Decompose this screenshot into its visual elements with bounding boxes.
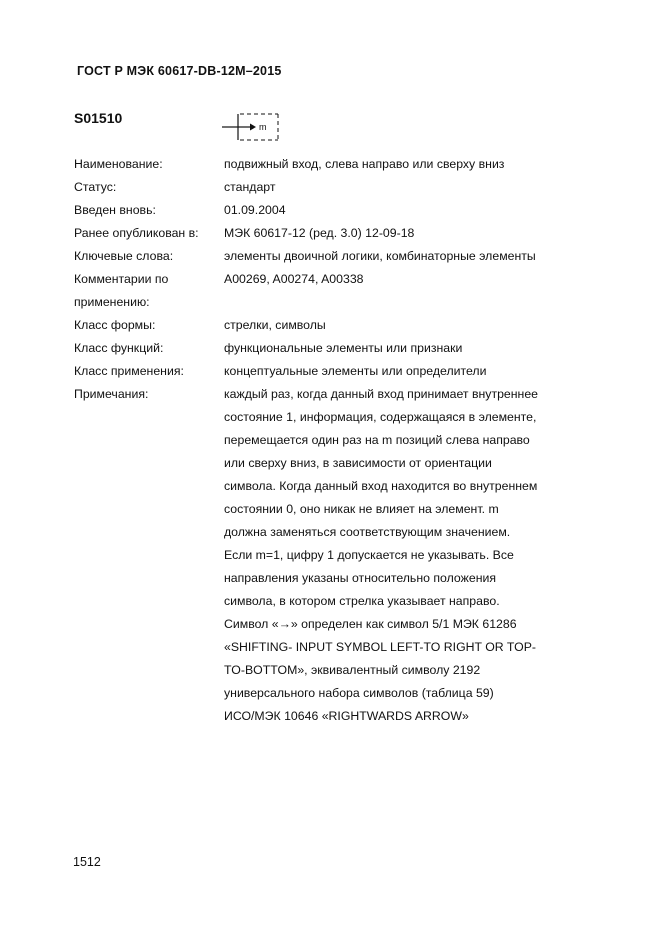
symbol-code: S01510 bbox=[74, 110, 123, 126]
note-line: символа, в котором стрелка указывает направо. bbox=[224, 594, 500, 608]
note-line: направления указаны относительно положения bbox=[224, 571, 497, 585]
note-line: каждый раз, когда данный вход принимает внутреннее bbox=[224, 387, 539, 401]
note-line: состояние 1, информация, содержащаяся в элементе, bbox=[224, 410, 537, 424]
note-line: «SHIFTING- INPUT SYMBOL LEFT-TO RIGHT OR TOP- bbox=[224, 640, 537, 654]
field-row-shape-class bbox=[74, 314, 574, 337]
field-value: стандарт bbox=[224, 180, 276, 194]
field-value: стрелки, символы bbox=[224, 318, 326, 332]
field-value: 01.09.2004 bbox=[224, 203, 286, 217]
field-label: Класс применения: bbox=[74, 364, 184, 378]
page-number: 1512 bbox=[73, 855, 101, 869]
field-row-previously-published bbox=[74, 222, 574, 245]
field-value: A00269, A00274, A00338 bbox=[224, 272, 364, 286]
field-value: элементы двоичной логики, комбинаторные элементы bbox=[224, 249, 536, 263]
symbol-m-label: m bbox=[259, 122, 267, 132]
field-label: Примечания: bbox=[74, 387, 149, 401]
field-label: Введен вновь: bbox=[74, 203, 156, 217]
field-value: концептуальные элементы или определители bbox=[224, 364, 487, 378]
field-row-function-class bbox=[74, 337, 574, 360]
note-line: TO-BOTTOM», эквивалентный символу 2192 bbox=[224, 663, 481, 677]
field-value: функциональные элементы или признаки bbox=[224, 341, 463, 355]
symbol-arrow-head bbox=[250, 124, 256, 131]
note-line: универсального набора символов (таблица 59) bbox=[224, 686, 494, 700]
field-row-status bbox=[74, 176, 574, 199]
field-label: Ключевые слова: bbox=[74, 249, 174, 263]
note-line: Если m=1, цифру 1 допускается не указывать. Все bbox=[224, 548, 514, 562]
field-list bbox=[74, 153, 574, 728]
field-row-keywords bbox=[74, 245, 574, 268]
field-label: Комментарии по применению: bbox=[74, 272, 169, 309]
document-header: ГОСТ Р МЭК 60617-DB-12M–2015 bbox=[77, 64, 282, 78]
field-row-application-class bbox=[74, 360, 574, 383]
field-row-notes bbox=[74, 383, 574, 728]
note-line: должна заменяться соответствующим значением. bbox=[224, 525, 511, 539]
note-line: символа. Когда данный вход находится во внутреннем bbox=[224, 479, 538, 493]
field-label: Класс формы: bbox=[74, 318, 156, 332]
field-row-name bbox=[74, 153, 574, 176]
field-value: МЭК 60617-12 (ред. 3.0) 12-09-18 bbox=[224, 226, 415, 240]
note-line: состоянии 0, оно никак не влияет на элемент. m bbox=[224, 502, 499, 516]
field-row-introduced bbox=[74, 199, 574, 222]
note-line: ИСО/МЭК 10646 «RIGHTWARDS ARROW» bbox=[224, 709, 469, 723]
field-row-application-comments bbox=[74, 268, 574, 314]
field-label: Статус: bbox=[74, 180, 117, 194]
field-label: Ранее опубликован в: bbox=[74, 226, 199, 240]
note-line: перемещается один раз на m позиций слева направо bbox=[224, 433, 530, 447]
field-label: Наименование: bbox=[74, 157, 163, 171]
field-label: Класс функций: bbox=[74, 341, 164, 355]
shifting-input-symbol bbox=[222, 110, 282, 142]
note-line: или сверху вниз, в зависимости от ориентации bbox=[224, 456, 492, 470]
notes-text bbox=[224, 383, 574, 728]
field-value: подвижный вход, слева направо или сверху вниз bbox=[224, 157, 505, 171]
note-line: Символ «→» определен как символ 5/1 МЭК 61286 bbox=[224, 617, 517, 631]
